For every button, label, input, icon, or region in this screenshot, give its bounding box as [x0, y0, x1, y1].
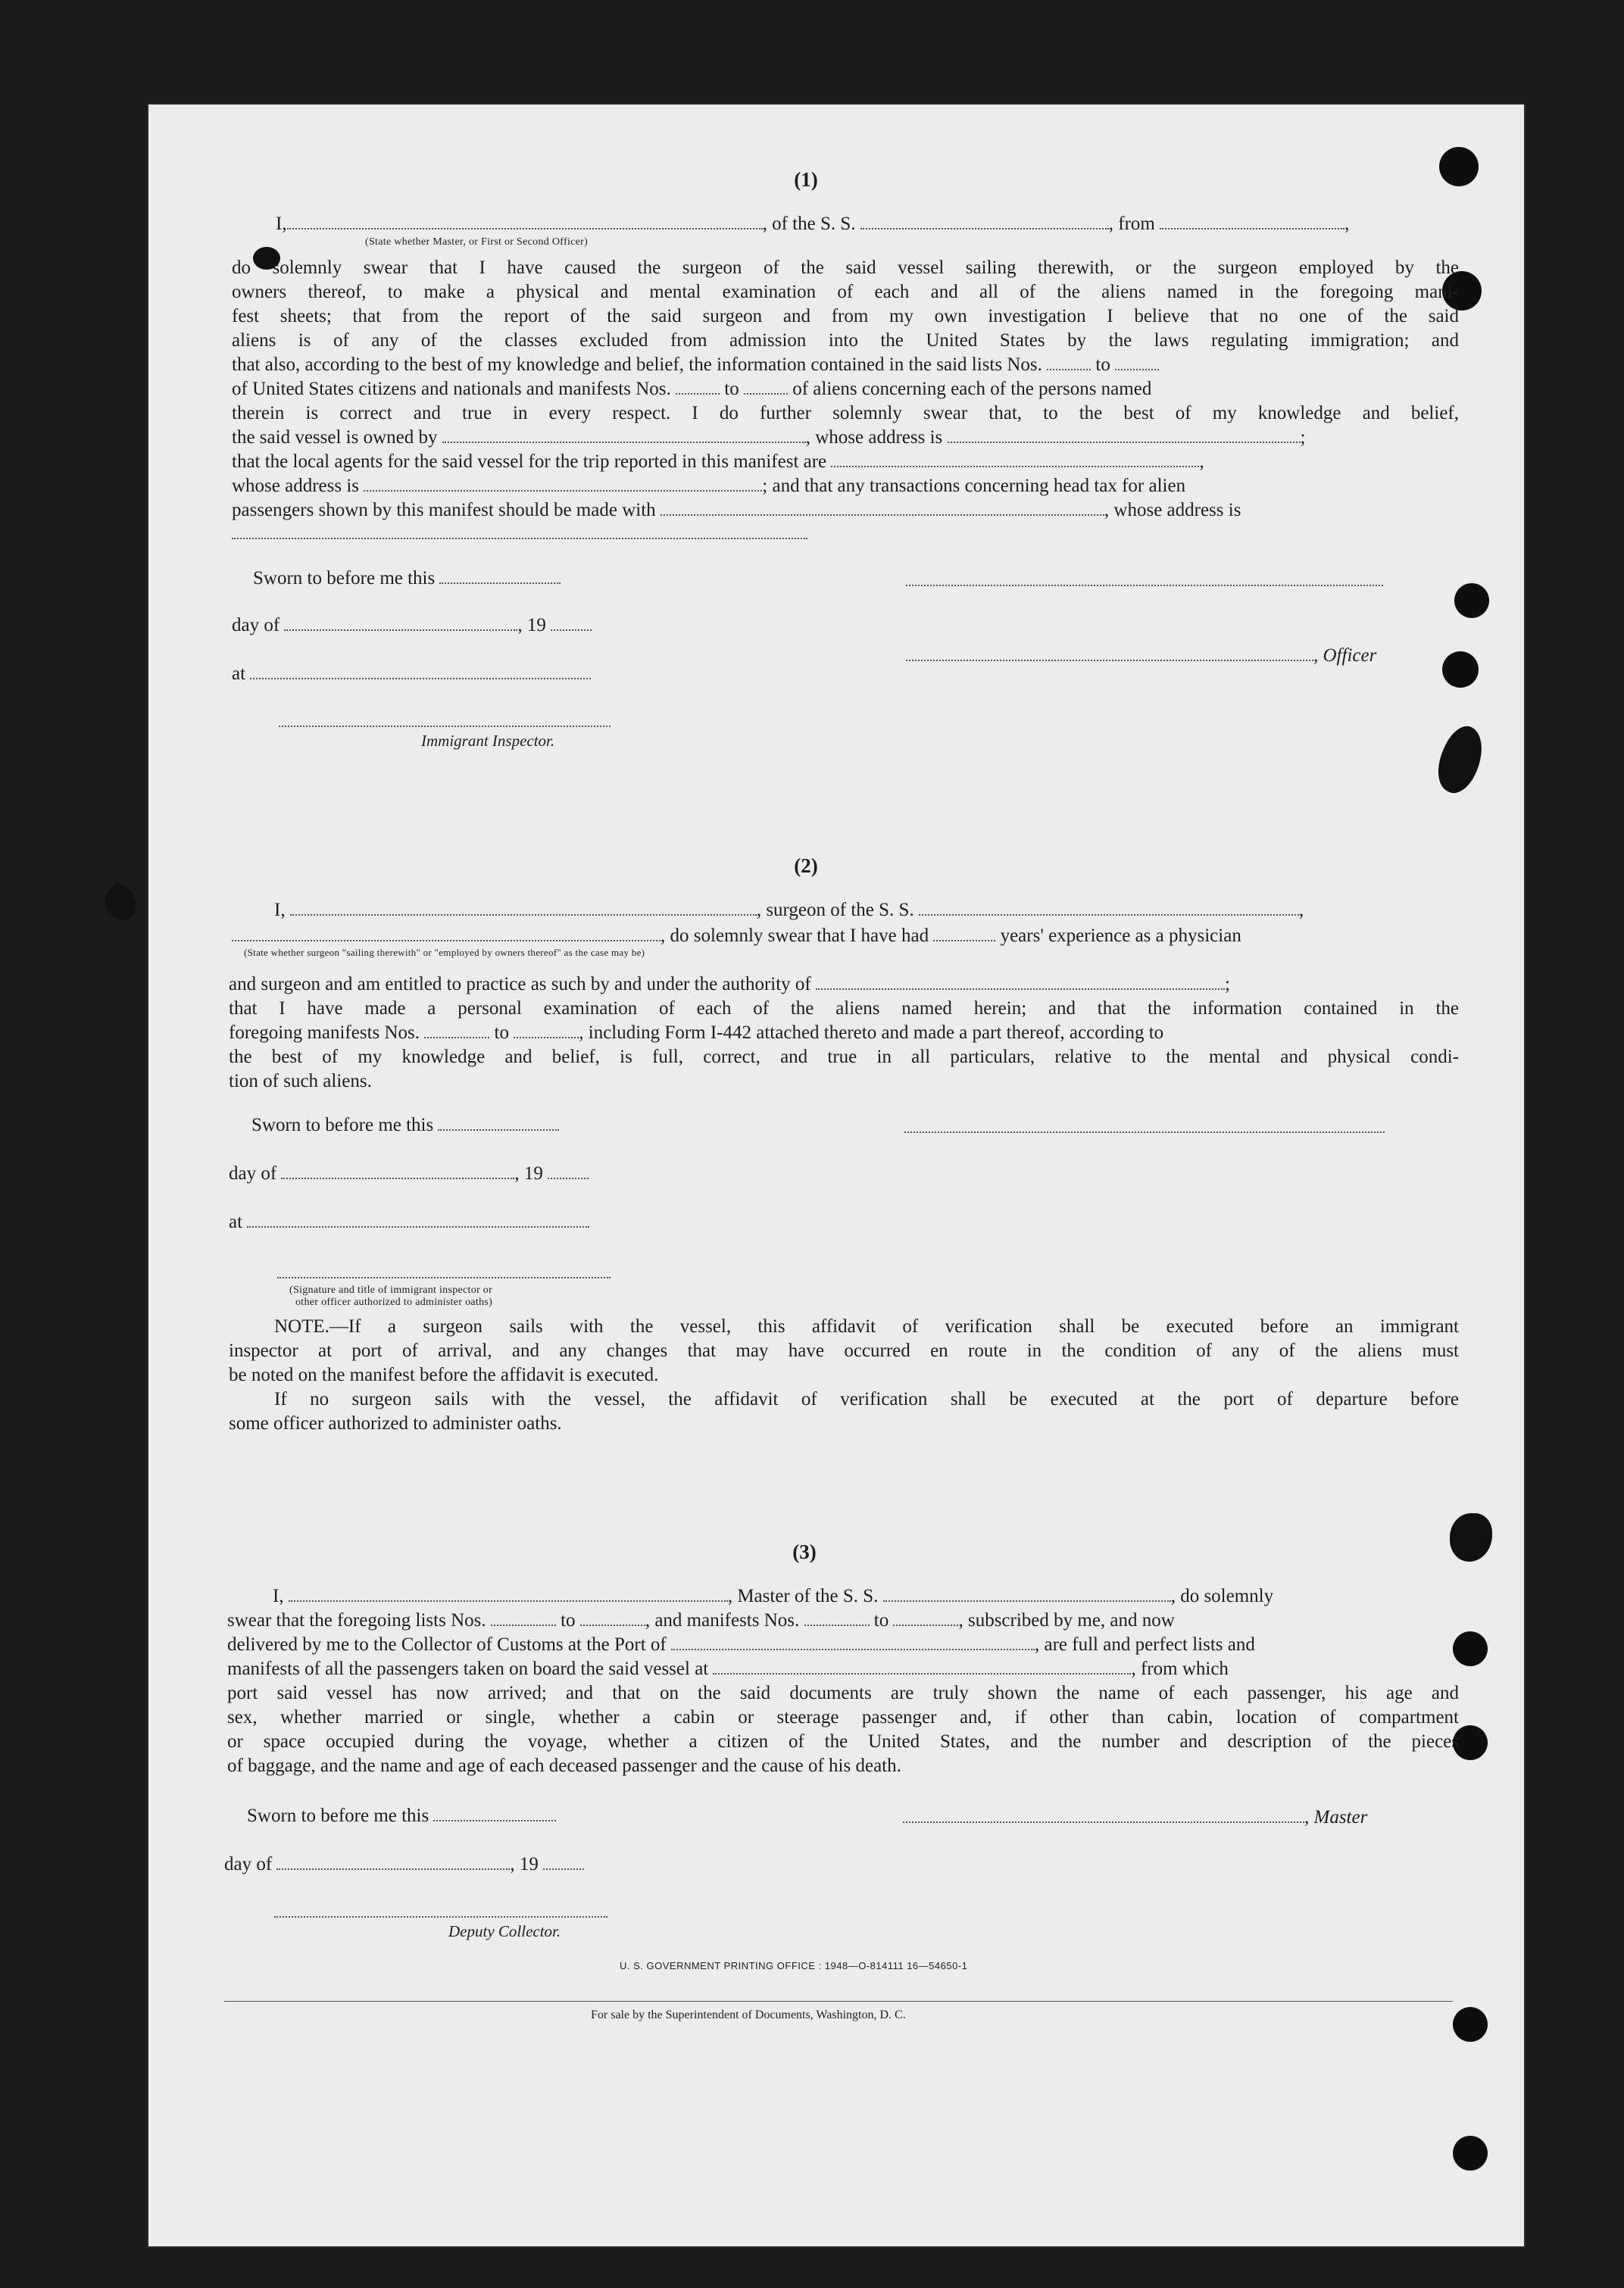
s2-line7: tion of such aliens.: [229, 1071, 372, 1091]
sale-notice: For sale by the Superintendent of Documents, Washington, D. C.: [591, 2009, 906, 2021]
s3-deputy-line: [274, 1916, 607, 1918]
s1-officer: , Officer: [906, 644, 1376, 668]
s2-surgeon-note: (State whether surgeon "sailing therewith" or "employed by owners thereof" as the case may be): [244, 947, 645, 958]
s3-line2: swear that the foregoing lists Nos. to , and manifests Nos. to , subscribed by me, and now: [227, 1610, 1175, 1631]
s2-line5: foregoing manifests Nos. to , including Form I-442 attached thereto and made a part thereof, according to: [229, 1022, 1164, 1043]
punch-hole: [1442, 651, 1479, 688]
s1-inspector-line: [279, 726, 611, 727]
s1-para-line: do solemnly swear that I have caused the surgeon of the said vessel sailing therewith, or the surgeon employed by the: [232, 258, 1459, 278]
s2-sig-note: other officer authorized to administer oaths): [295, 1297, 493, 1308]
s2-line6: the best of my knowledge and belief, is full, correct, and true in all particulars, relative to the mental and physical condi-: [229, 1047, 1459, 1067]
form-sheet: [148, 105, 1524, 2246]
punch-hole: [1453, 2136, 1488, 2171]
s1-sworn: Sworn to before me this: [253, 567, 561, 591]
s2-line3: and surgeon and am entitled to practice as such by and under the authority of ;: [229, 974, 1230, 994]
s1-line-whose: whose address is ; and that any transactions concerning head tax for alien: [232, 476, 1186, 496]
s1-para-line: owners thereof, to make a physical and mental examination of each and all of the aliens named in the foregoing mani-: [232, 282, 1459, 302]
s2-sig-note: (Signature and title of immigrant inspector or: [289, 1284, 493, 1296]
section-1-number: (1): [794, 168, 818, 191]
section-2-number: (2): [794, 854, 818, 877]
s1-para-line: aliens is of any of the classes excluded from admission into the United States by the laws regulating immigration; and: [232, 330, 1459, 351]
s2-note-line: inspector at port of arrival, and any changes that may have occurred en route in the condition of any of the aliens must: [229, 1341, 1459, 1361]
s3-master: , Master: [903, 1806, 1367, 1830]
s3-deputy-label: Deputy Collector.: [448, 1922, 561, 1940]
punch-hole: [1453, 1631, 1488, 1666]
s1-inspector-label: Immigrant Inspector.: [421, 732, 555, 750]
s1-officer-signature-line: [906, 585, 1383, 586]
s1-master-note: (State whether Master, or First or Second Officer): [365, 236, 589, 248]
s1-para-line: fest sheets; that from the report of the said surgeon and from my own investigation I believe that no one of the said: [232, 306, 1459, 326]
punch-hole: [1439, 147, 1479, 186]
s2-day: day of , 19: [229, 1162, 589, 1186]
s3-line4: manifests of all the passengers taken on board the said vessel at , from which: [227, 1659, 1229, 1679]
s2-surgeon-signature-line: [904, 1132, 1385, 1133]
punch-hole: [1453, 2007, 1488, 2042]
s1-line-agents: that the local agents for the said vessel for the trip reported in this manifest are ,: [232, 451, 1204, 472]
s3-line6: sex, whether married or single, whether a cabin or steerage passenger and, if other than cabin, location of compartment: [227, 1707, 1459, 1728]
torn-hole: [1450, 1513, 1492, 1562]
s1-line1: I, , of the S. S. , from ,: [276, 214, 1350, 234]
s3-day: day of , 19: [224, 1853, 584, 1877]
s1-line-passengers: passengers shown by this manifest should be made with , whose address is: [232, 500, 1241, 520]
s1-line-citizens: of United States citizens and nationals and manifests Nos. to of aliens concerning each of the persons named: [232, 379, 1152, 399]
s3-sworn: Sworn to before me this: [247, 1804, 556, 1828]
s1-day: day of , 19: [232, 613, 592, 638]
torn-hole: [1428, 720, 1492, 799]
s3-line3: delivered by me to the Collector of Customs at the Port of , are full and perfect lists and: [227, 1634, 1255, 1655]
s2-note-line: If no surgeon sails with the vessel, the affidavit of verification shall be executed at the port of departure before: [274, 1389, 1459, 1409]
footer-rule: [224, 2001, 1453, 2002]
s3-line1: I, , Master of the S. S. , do solemnly: [273, 1586, 1274, 1606]
s2-note-line: some officer authorized to administer oaths.: [229, 1413, 562, 1434]
s1-line-nos: that also, according to the best of my knowledge and belief, the information contained in the said lists Nos. to: [232, 353, 1159, 377]
s1-at: at: [232, 662, 591, 686]
punch-hole: [1454, 583, 1489, 618]
s1-continuation-line: [232, 538, 807, 539]
s2-line2: , do solemnly swear that I have had years' experience as a physician: [232, 924, 1241, 948]
s3-line8: of baggage, and the name and age of each deceased passenger and the cause of his death.: [227, 1756, 901, 1776]
s3-line7: or space occupied during the voyage, whether a citizen of the United States, and the number and description of the pieces: [227, 1731, 1459, 1752]
s2-note-line: NOTE.—If a surgeon sails with the vessel, this affidavit of verification shall be executed before an immigrant: [274, 1316, 1459, 1337]
s2-signature-line: [277, 1277, 611, 1278]
ink-blot: [98, 881, 143, 926]
s1-line-owned: the said vessel is owned by , whose address is ;: [232, 427, 1306, 448]
section-3-number: (3): [792, 1540, 817, 1563]
s2-at: at: [229, 1210, 589, 1235]
s2-sworn: Sworn to before me this: [251, 1113, 559, 1138]
s2-line4: that I have made a personal examination of each of the aliens named herein; and that the information contained in the: [229, 998, 1459, 1019]
s2-line1: I, , surgeon of the S. S. ,: [274, 900, 1304, 920]
s1-line-therein: therein is correct and true in every respect. I do further solemnly swear that, to the best of my knowledge and belief,: [232, 403, 1459, 423]
s2-note-line: be noted on the manifest before the affidavit is executed.: [229, 1365, 659, 1385]
gpo-imprint: U. S. GOVERNMENT PRINTING OFFICE : 1948—O-814111 16—54650-1: [620, 1960, 968, 1971]
s3-line5: port said vessel has now arrived; and that on the said documents are truly shown the name of each passenger, his age and: [227, 1683, 1459, 1703]
